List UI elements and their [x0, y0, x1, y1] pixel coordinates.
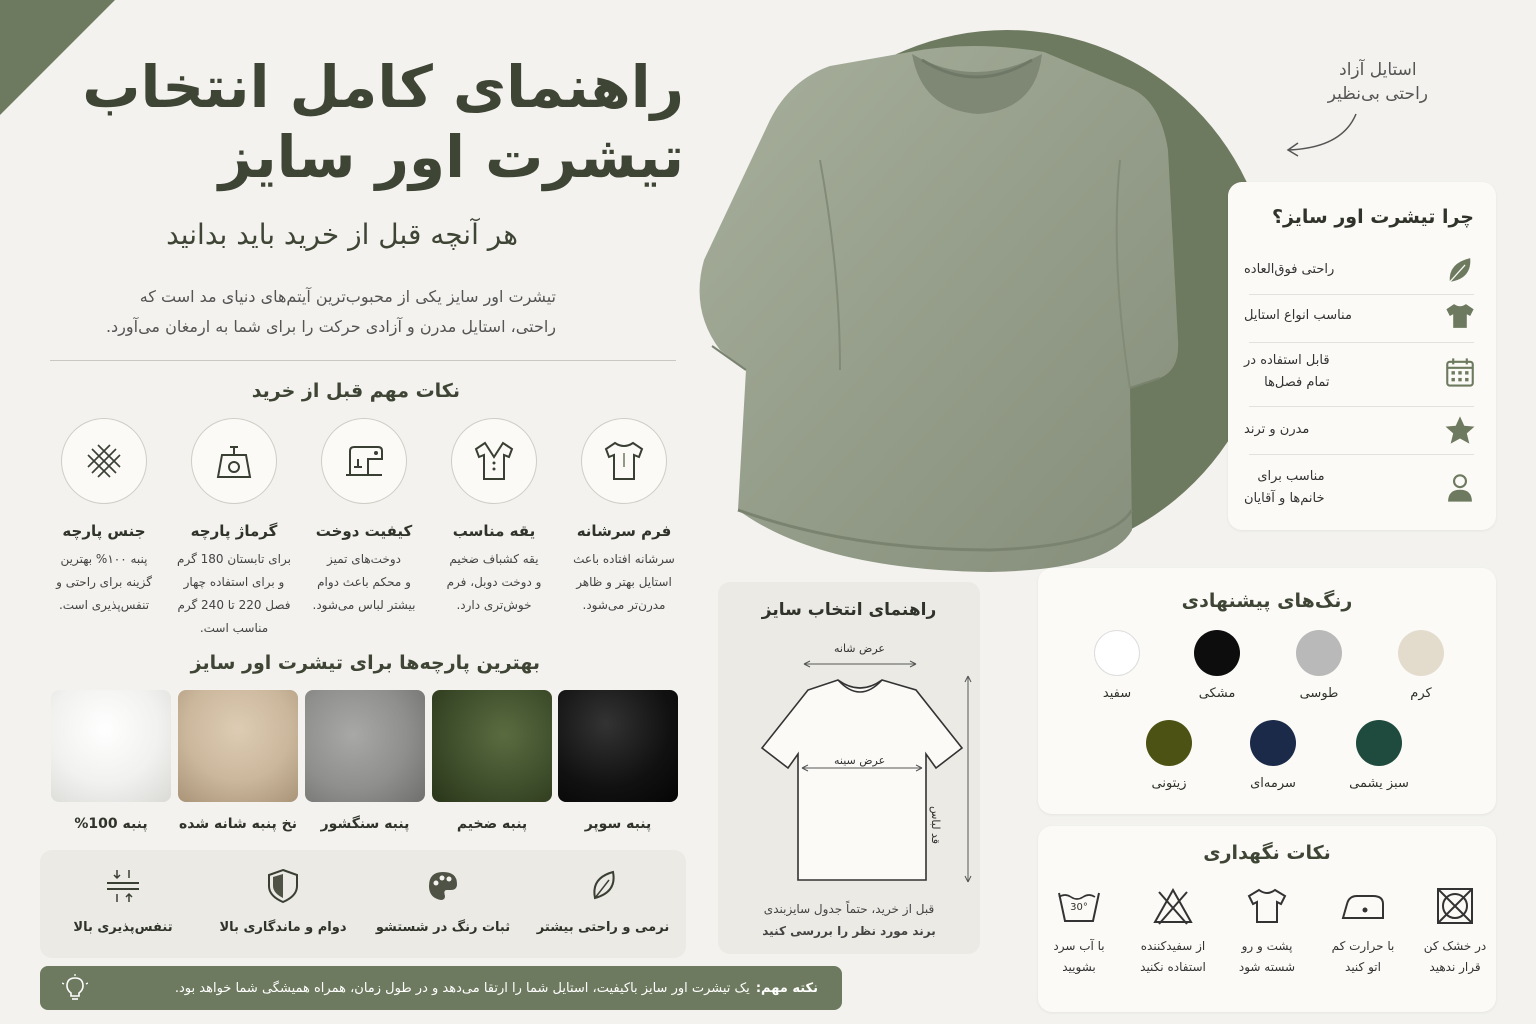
- divider: [1249, 342, 1474, 343]
- fabric-label: نخ پنبه شانه شده: [178, 816, 298, 832]
- color-label: کرم: [1410, 686, 1432, 701]
- divider: [1249, 406, 1474, 407]
- fabric-label: پنبه ضخیم: [456, 816, 528, 832]
- person-icon: [1440, 468, 1480, 508]
- tip-name: جنس پارچه: [62, 522, 146, 540]
- color-swatch: [1296, 630, 1342, 676]
- page-title: راهنمای کامل انتخاب تیشرت اور سایز: [82, 53, 684, 191]
- color-swatch: [1094, 630, 1140, 676]
- no-bleach-icon: [1128, 882, 1218, 930]
- calendar-icon: [1440, 352, 1480, 392]
- tshirt-icon: [1440, 296, 1480, 336]
- color-option: [1228, 720, 1318, 791]
- fabric-label: پنبه سوپر: [584, 816, 652, 832]
- color-swatch: [1398, 630, 1444, 676]
- tip-name: یقه مناسب: [452, 522, 536, 540]
- fabric-swatch: [51, 690, 171, 802]
- fabric-item: [178, 690, 298, 832]
- divider: [1249, 294, 1474, 295]
- tip-item: [302, 418, 426, 617]
- tip-item: [172, 418, 296, 640]
- care-item: از سفیدکننده استفاده نکنید: [1128, 882, 1218, 978]
- page-subtitle: هر آنچه قبل از خرید باید بدانید: [166, 218, 518, 251]
- fabric-label: پنبه سنگشور: [320, 816, 410, 832]
- color-option: [1334, 720, 1424, 791]
- why-item: مدرن و ترند: [1244, 410, 1480, 450]
- fabric-swatch: [432, 690, 552, 802]
- collar-icon: [451, 418, 537, 504]
- intro-text: تیشرت اور سایز یکی از محبوب‌ترین آیتم‌های دنیای مد است که راحتی، استایل مدرن و آزادی حرکت را برای شما به ارمغان می‌آورد.: [105, 287, 556, 336]
- color-option: [1172, 630, 1262, 701]
- tshirt-icon: [581, 418, 667, 504]
- oversized-tshirt-image: [690, 10, 1250, 580]
- care-item: در خشک کن قرار ندهید: [1410, 882, 1500, 978]
- fabric-item: [432, 690, 552, 832]
- color-option: [1072, 630, 1162, 701]
- size-diagram: [756, 656, 974, 886]
- tip-name: فرم سرشانه: [576, 522, 672, 540]
- color-swatch: [1194, 630, 1240, 676]
- why-oversize-card: [1228, 182, 1496, 530]
- colors-title: رنگ‌های پیشنهادی: [1181, 590, 1353, 612]
- color-label: مشکی: [1198, 686, 1236, 701]
- shoulder-label: عرض شانه: [834, 642, 885, 655]
- tip-desc: برای تابستان 180 گرم و برای استفاده چهار فصل 220 تا 240 گرم مناسب است.: [177, 552, 291, 635]
- benefit-item: دوام و ماندگاری بالا: [208, 866, 358, 935]
- tip-item: [432, 418, 556, 617]
- arrow-icon: [1282, 110, 1362, 158]
- color-option: [1274, 630, 1364, 701]
- note-label: نکته مهم:: [755, 980, 818, 996]
- benefit-item: نرمی و راحتی بیشتر: [528, 866, 678, 935]
- color-label: سرمه‌ای: [1250, 776, 1296, 791]
- size-guide-title: راهنمای انتخاب سایز: [761, 600, 937, 620]
- leaf-icon: [528, 866, 678, 910]
- tip-name: گرماژ پارچه: [190, 522, 278, 540]
- fabric-item: [305, 690, 425, 832]
- fabric-item: [558, 690, 678, 832]
- size-guide-card: [718, 582, 980, 954]
- scale-icon: [191, 418, 277, 504]
- tips-title: نکات مهم قبل از خرید: [251, 380, 460, 402]
- leaf-icon: [1440, 250, 1480, 290]
- care-title: نکات نگهداری: [1203, 842, 1331, 864]
- color-option: [1376, 630, 1466, 701]
- why-item: قابل استفاده در تمام فصل‌ها: [1244, 350, 1480, 394]
- divider: [50, 360, 676, 361]
- iron-icon: [1318, 882, 1408, 930]
- wash-30-icon: [1034, 882, 1124, 930]
- sewing-machine-icon: [321, 418, 407, 504]
- tip-desc: یقه کشباف ضخیم و دوخت دوبل، فرم خوش‌تری دارد.: [446, 552, 542, 612]
- color-label: سبز یشمی: [1349, 776, 1409, 791]
- star-icon: [1440, 410, 1480, 450]
- benefit-item: تنفس‌پذیری بالا: [48, 866, 198, 935]
- style-note: استایل آزاد راحتی بی‌نظیر: [1327, 60, 1428, 104]
- color-label: طوسی: [1299, 686, 1339, 701]
- tip-name: کیفیت دوخت: [315, 522, 413, 540]
- shield-icon: [208, 866, 358, 910]
- why-item: مناسب برای خانم‌ها و آقایان: [1244, 466, 1480, 510]
- chest-label: عرض سینه: [834, 754, 886, 767]
- color-label: سفید: [1102, 686, 1132, 701]
- divider: [1249, 454, 1474, 455]
- fabric-weave-icon: [61, 418, 147, 504]
- fabrics-title: بهترین پارچه‌ها برای تیشرت اور سایز: [190, 652, 540, 674]
- benefit-item: ثبات رنگ در شستشو: [368, 866, 518, 935]
- length-label: قد لباس: [929, 806, 942, 844]
- tip-item: [562, 418, 686, 617]
- fabric-label: پنبه 100%: [74, 816, 148, 832]
- fabric-swatch: [305, 690, 425, 802]
- why-item: راحتی فوق‌العاده: [1244, 250, 1480, 290]
- color-swatch: [1146, 720, 1192, 766]
- wash-temperature: 30°: [1070, 902, 1088, 913]
- color-option: [1124, 720, 1214, 791]
- color-label: زیتونی: [1151, 776, 1187, 791]
- important-note: [40, 966, 842, 1010]
- color-swatch: [1356, 720, 1402, 766]
- tip-desc: پنبه ۱۰۰% بهترین گزینه برای راحتی و تنفس‌پذیری است.: [56, 552, 152, 612]
- tip-desc: سرشانه افتاده باعث استایل بهتر و ظاهر مدرن‌تر می‌شود.: [573, 552, 675, 612]
- color-swatch: [1250, 720, 1296, 766]
- breathable-icon: [48, 866, 198, 910]
- why-item: مناسب انواع استایل: [1244, 296, 1480, 336]
- fabric-swatch: [558, 690, 678, 802]
- inside-out-icon: [1222, 882, 1312, 930]
- note-text: یک تیشرت اور سایز باکیفیت، استایل شما را ارتقا می‌دهد و در طول زمان، همراه همیشگی شما خواهد بود.: [174, 980, 750, 996]
- why-title: چرا تیشرت اور سایز؟: [1271, 206, 1474, 228]
- tip-desc: دوخت‌های تمیز و محکم باعث دوام بیشتر لباس می‌شود.: [312, 552, 416, 612]
- palette-icon: [368, 866, 518, 910]
- care-item: پشت و رو شسته شود: [1222, 882, 1312, 978]
- size-guide-note: قبل از خرید، حتماً جدول سایزبندی برند مورد نظر را بررسی کنید: [762, 902, 936, 938]
- care-item: با حرارت کم اتو کنید: [1318, 882, 1408, 978]
- fabric-swatch: [178, 690, 298, 802]
- lightbulb-icon: [62, 974, 88, 1006]
- tip-item: [42, 418, 166, 617]
- fabric-item: [51, 690, 171, 832]
- care-item: 30° با آب سرد بشویید: [1034, 882, 1124, 978]
- no-dryer-icon: [1410, 882, 1500, 930]
